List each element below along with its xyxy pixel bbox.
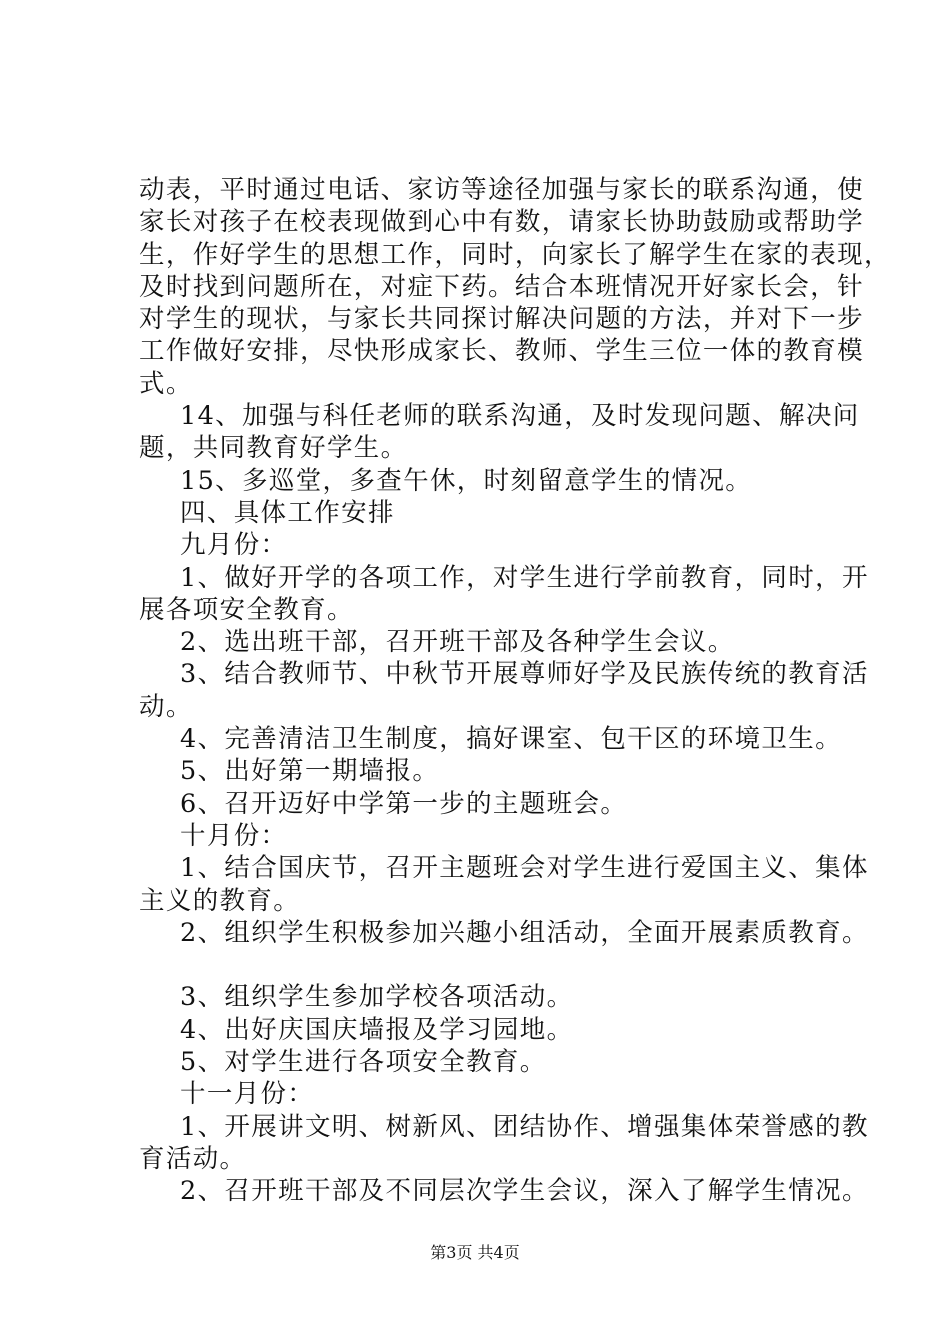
list-item: 5、对学生进行各项安全教育。 (180, 1047, 547, 1078)
paragraph-line: 15、多巡堂，多查午休，时刻留意学生的情况。 (180, 465, 753, 496)
document-body (139, 174, 891, 1208)
text-line: 及时找到问题所在，对症下药。结合本班情况开好家长会，针 (139, 271, 864, 302)
text-line: 生，作好学生的思想工作，同时，向家长了解学生在家的表现， (139, 239, 891, 270)
list-item: 3、结合教师节、中秋节开展尊师好学及民族传统的教育活 (180, 659, 869, 690)
list-item: 5、出好第一期墙报。 (180, 756, 440, 787)
text-line: 家长对孩子在校表现做到心中有数，请家长协助鼓励或帮助学 (139, 207, 864, 238)
text-line: 主义的教育。 (139, 885, 301, 916)
blank-line (139, 949, 839, 981)
month-heading: 九月份： (180, 530, 288, 561)
list-item: 4、出好庆国庆墙报及学习园地。 (180, 1014, 574, 1045)
text-line: 育活动。 (139, 1143, 247, 1174)
list-item: 2、召开班干部及不同层次学生会议，深入了解学生情况。 (180, 1176, 869, 1207)
page-number-footer: 第3页 共4页 (430, 1243, 520, 1262)
month-heading: 十一月份： (180, 1079, 315, 1110)
text-line: 对学生的现状，与家长共同探讨解决问题的方法，并对下一步 (139, 304, 864, 335)
text-line: 动。 (139, 691, 193, 722)
list-item: 1、开展讲文明、树新风、团结协作、增强集体荣誉感的教 (180, 1111, 869, 1142)
list-item: 1、结合国庆节，召开主题班会对学生进行爱国主义、集体 (180, 853, 869, 884)
list-item: 3、组织学生参加学校各项活动。 (180, 982, 574, 1013)
text-line: 题，共同教育好学生。 (139, 433, 408, 464)
paragraph-line: 14、加强与科任老师的联系沟通，及时发现问题、解决问 (180, 401, 860, 432)
text-line: 展各项安全教育。 (139, 594, 354, 625)
list-item: 4、完善清洁卫生制度，搞好课室、包干区的环境卫生。 (180, 724, 842, 755)
list-item: 6、召开迈好中学第一步的主题班会。 (180, 788, 628, 819)
section-heading: 四、具体工作安排 (180, 497, 395, 528)
list-item: 1、做好开学的各项工作，对学生进行学前教育，同时，开 (180, 562, 869, 593)
text-line: 工作做好安排，尽快形成家长、教师、学生三位一体的教育模 (139, 336, 864, 367)
text-line: 动表，平时通过电话、家访等途径加强与家长的联系沟通，使 (139, 175, 864, 205)
month-heading: 十月份： (180, 820, 288, 851)
list-item: 2、组织学生积极参加兴趣小组活动，全面开展素质教育。 (180, 917, 869, 948)
list-item: 2、选出班干部，召开班干部及各种学生会议。 (180, 627, 735, 658)
text-line: 式。 (139, 368, 193, 399)
